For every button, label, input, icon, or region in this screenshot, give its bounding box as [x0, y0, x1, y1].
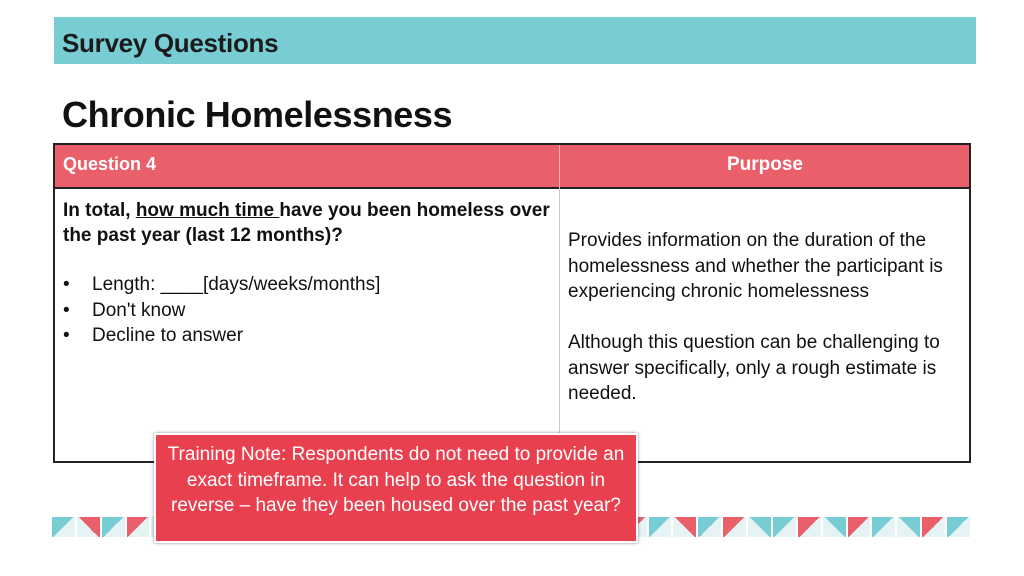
header-title: Survey Questions [62, 28, 279, 58]
decorative-triangle [823, 517, 846, 537]
list-item [63, 323, 380, 349]
purpose-paragraph-2: Although this question can be challenging to answer specifically, only a rough estimate is needed. [568, 332, 940, 404]
question-table [53, 143, 971, 463]
decorative-triangle [102, 517, 125, 537]
purpose-column-header: Purpose [726, 154, 804, 175]
decorative-triangle [848, 517, 871, 537]
bullet: • [63, 274, 70, 295]
decorative-triangle [773, 517, 796, 537]
decorative-triangle [947, 517, 970, 537]
header-column-divider [559, 145, 560, 189]
option-length: Length: ____[days/weeks/months] [92, 274, 381, 295]
decorative-triangle [872, 517, 895, 537]
purpose-paragraph-1: Provides information on the duration of the homelessness and whether the participant is experiencing chronic homelessness [568, 230, 943, 302]
list-item [63, 298, 380, 324]
option-dont-know: Don't know [92, 299, 186, 321]
decorative-triangle [127, 517, 150, 537]
column-divider [559, 145, 560, 461]
decorative-triangle [798, 517, 821, 537]
bullet: • [63, 299, 70, 321]
decorative-triangle [897, 517, 920, 537]
decorative-triangle [748, 517, 771, 537]
question-prefix: In total, [63, 200, 136, 221]
answer-options [63, 272, 380, 349]
decorative-triangle [673, 517, 696, 537]
list-item [63, 272, 380, 298]
decorative-triangle [52, 517, 75, 537]
slide-title: Chronic Homelessness [62, 94, 453, 135]
question-suffix: have you been homeless over the past year (last 12 months)? [63, 200, 550, 246]
purpose-text [568, 228, 968, 432]
table-header-row [55, 145, 969, 189]
question-text [63, 198, 553, 248]
option-decline: Decline to answer [92, 325, 244, 346]
question-emphasis: how much time [135, 200, 280, 221]
decorative-triangle [922, 517, 945, 537]
header-bar [54, 17, 976, 64]
question-column-header: Question 4 [63, 154, 157, 174]
training-note: Training Note: Respondents do not need to provide an exact timeframe. It can help to ask the question in reverse – have they been housed over the past year? [154, 433, 638, 543]
decorative-triangle [77, 517, 100, 537]
decorative-triangle [698, 517, 721, 537]
decorative-triangle [723, 517, 746, 537]
decorative-triangle [649, 517, 672, 537]
bullet: • [63, 325, 70, 346]
